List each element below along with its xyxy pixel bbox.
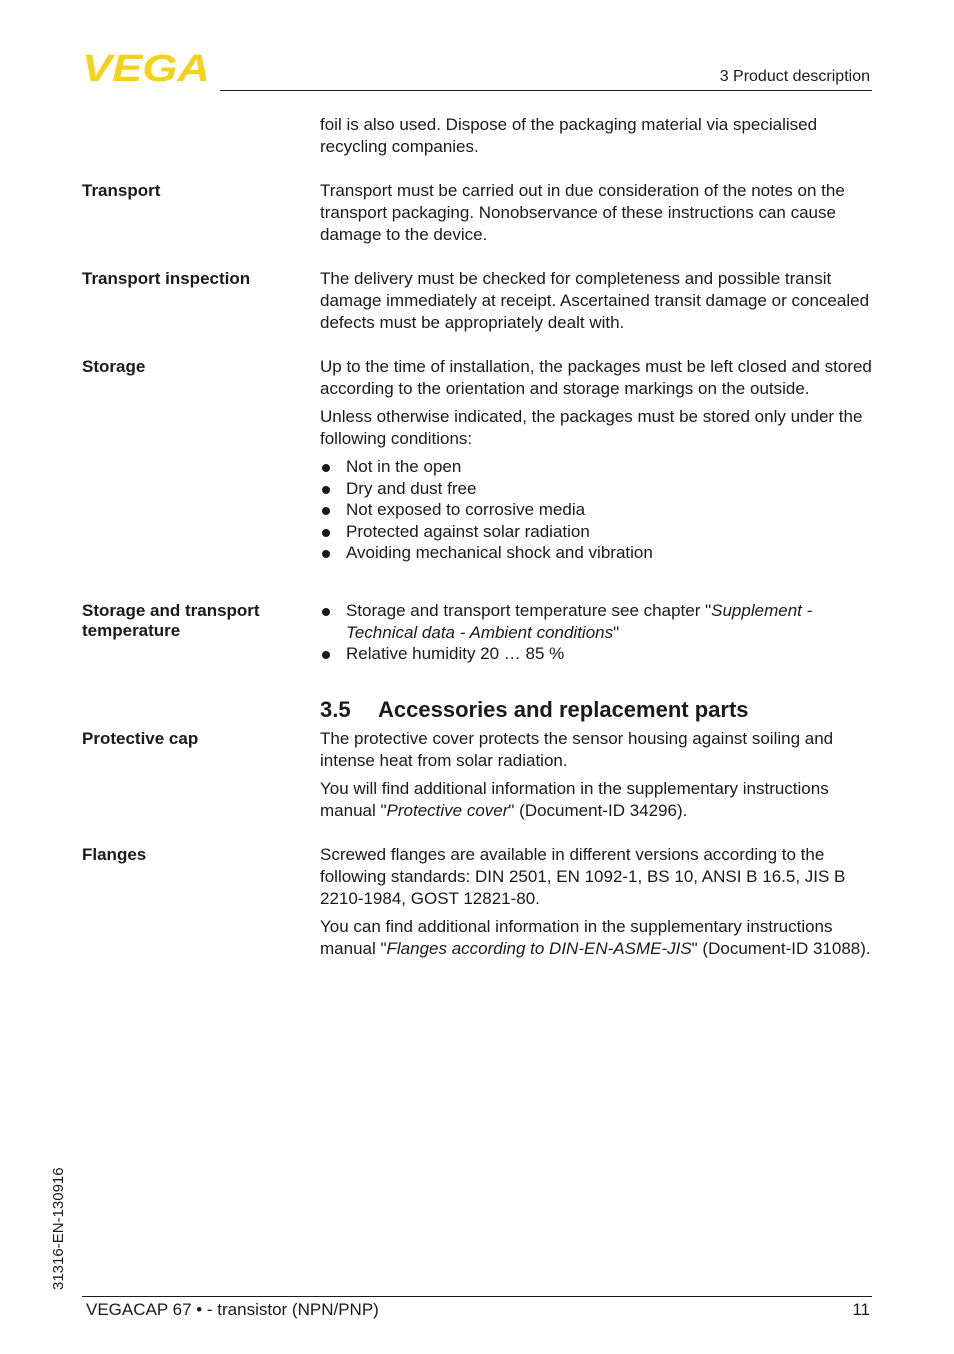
list-item: Relative humidity 20 … 85 %: [320, 643, 880, 665]
list-item: Protected against solar radiation: [320, 521, 880, 543]
vega-logo: [82, 52, 212, 84]
list-item: Not in the open: [320, 456, 880, 478]
storage-label: Storage: [82, 357, 146, 376]
header-rule: [220, 90, 872, 91]
section-number: 3.5: [320, 697, 351, 722]
bullet-icon: [322, 529, 330, 537]
bullet-icon: [322, 486, 330, 494]
header-section-title: 3 Product description: [719, 68, 870, 85]
flanges-label: Flanges: [82, 845, 147, 864]
protective-cap-text: The protective cover protects the sensor housing against soiling and intense heat from solar radiation. You will find additional information in the supplementary instructions manual "Protective cover" (Document-ID 34296).: [320, 729, 834, 820]
section-heading: [320, 696, 880, 724]
storage-temp-list: [320, 600, 880, 665]
page-number: 11: [852, 1300, 870, 1319]
protective-cap-label: Protective cap: [82, 729, 199, 748]
list-item: Dry and dust free: [320, 478, 880, 500]
footer-rule: [82, 1296, 872, 1297]
list-item: Storage and transport temperature see chapter "Supplement - Technical data - Ambient conditions": [320, 600, 880, 643]
flanges-text: Screwed flanges are available in different versions according to the following standards: DIN 2501, EN 1092-1, BS 10, ANSI B 16.5, JIS B 2210-1984, GOST 12821-80. You can find additional information in the supplementary instructions manual "Flanges according to DIN-EN-ASME-JIS" (Document-ID 31088).: [320, 845, 871, 958]
bullet-icon: [322, 608, 330, 616]
transport-label: Transport: [82, 181, 161, 200]
list-item: Avoiding mechanical shock and vibration: [320, 542, 880, 564]
bullet-icon: [322, 651, 330, 659]
packaging-text: foil is also used. Dispose of the packaging material via specialised recycling companies.: [320, 115, 818, 156]
document-code: 31316-EN-130916: [50, 1167, 67, 1290]
storage-temp-text: [320, 600, 880, 665]
bullet-icon: [322, 507, 330, 515]
bullet-icon: [322, 464, 330, 472]
transport-text: Transport must be carried out in due consideration of the notes on the transport packaging. Nonobservance of these instructions can cause damage to the device.: [320, 181, 845, 244]
svg-text:VEGA: VEGA: [82, 52, 210, 84]
storage-conditions-list: [320, 456, 880, 564]
transport-inspection-text: The delivery must be checked for completeness and possible transit damage immediately at receipt. Ascertained transit damage or concealed defects must be appropriately dealt with.: [320, 269, 870, 332]
footer-product: VEGACAP 67 • - transistor (NPN/PNP): [86, 1300, 379, 1319]
transport-inspection-label: Transport inspection: [82, 269, 251, 288]
storage-text: Up to the time of installation, the packages must be left closed and stored according to the orientation and storage markings on the outside. Unless otherwise indicated, the packages must be stored only under the following conditions: Not in the open Dry and dust free Not exposed to corrosive media Protected against solar radiation Avoiding mechanical shock and vibration: [320, 356, 880, 564]
list-item: Not exposed to corrosive media: [320, 499, 880, 521]
bullet-icon: [322, 550, 330, 558]
section-title: Accessories and replacement parts: [378, 697, 749, 722]
storage-temp-label: Storage and transport temperature: [82, 601, 260, 640]
